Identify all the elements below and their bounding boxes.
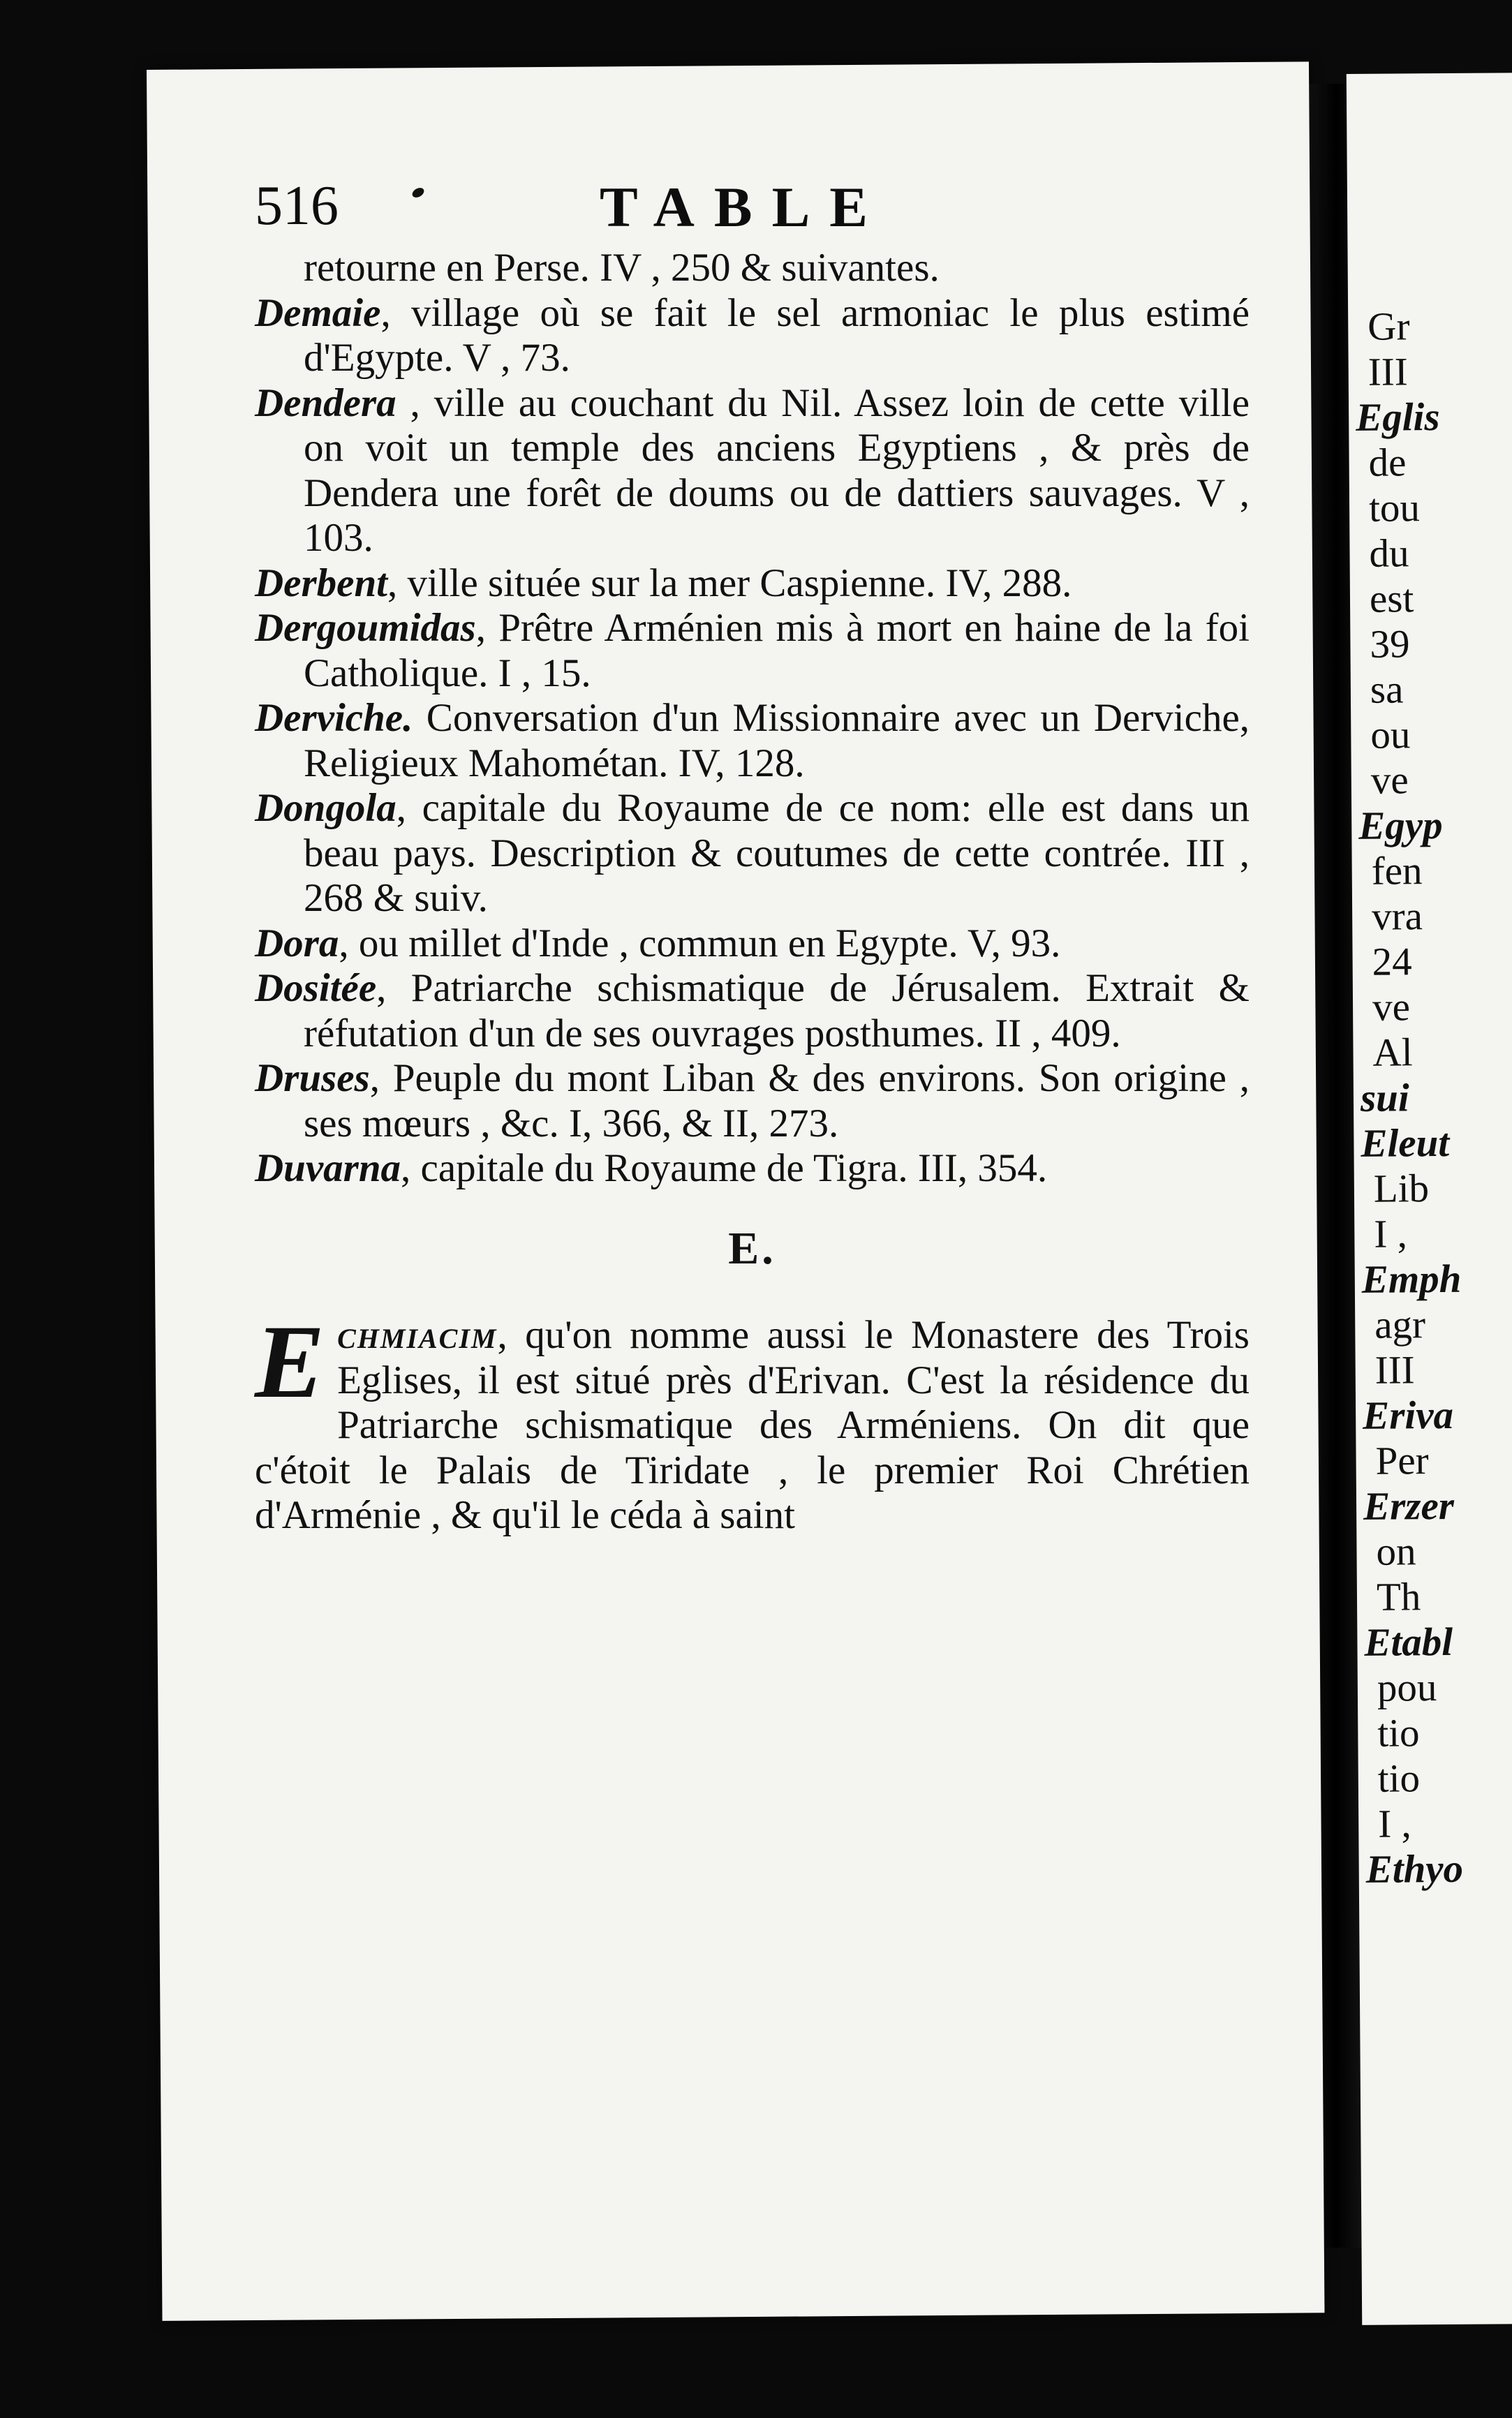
facing-fragment: 24: [1372, 940, 1412, 984]
facing-fragment: Eleut: [1361, 1120, 1450, 1166]
facing-fragment: Eriva: [1362, 1393, 1454, 1438]
entry-text: retourne en Perse. IV , 250 & suivantes.: [304, 246, 940, 290]
index-entry: [255, 1056, 1250, 1146]
facing-fragment: Al: [1372, 1030, 1413, 1075]
section-first-entry: [255, 1304, 1250, 1538]
index-entry: [255, 246, 1250, 291]
facing-fragment: Etabl: [1364, 1619, 1453, 1665]
index-entry: [255, 921, 1250, 967]
entry-headword: Dongola: [255, 786, 396, 830]
facing-fragment: Erzer: [1363, 1483, 1455, 1529]
entry-text: , ville au couchant du Nil. Assez loin de cette ville on voit un temple des anciens Egyptiens , & près de Dendera une forêt de doums ou de dattiers sauvages. V , 103.: [304, 380, 1250, 560]
facing-fragment: ou: [1370, 713, 1411, 757]
entry-text: , ou millet d'Inde , commun en Egypte. V, 93.: [339, 921, 1061, 965]
facing-fragment: agr: [1374, 1303, 1426, 1347]
facing-fragment: ve: [1372, 985, 1411, 1030]
facing-fragment: sa: [1370, 667, 1404, 712]
facing-fragment: III: [1368, 350, 1408, 394]
entry-headword: Derbent: [255, 561, 387, 605]
index-entry: [255, 786, 1250, 921]
entry-headword: Demaie: [255, 290, 381, 335]
entry-headword: chmiacim: [337, 1313, 498, 1357]
entry-headword: Dergoumidas: [255, 606, 476, 650]
entry-text: , qu'on nomme aussi le Monastere des Trois Eglises, il est situé près d'Erivan. C'est la résidence du Patriarche schismatique des Arméniens. On dit que c'étoit le Palais de Tiridate , le premier Roi Chrétien d'Arménie , & qu'il le céda à saint: [255, 1313, 1250, 1537]
entry-text: Conversation d'un Missionnaire avec un Derviche, Religieux Mahométan. IV, 128.: [304, 696, 1250, 785]
facing-fragment: Th: [1376, 1575, 1421, 1619]
index-entry: [255, 696, 1250, 786]
facing-fragment: Ethyo: [1365, 1846, 1464, 1892]
facing-fragment: tou: [1368, 486, 1421, 531]
facing-fragment: de: [1368, 440, 1407, 485]
facing-fragment: III: [1374, 1348, 1415, 1393]
facing-fragment: Gr: [1368, 304, 1410, 349]
page-number: 516: [255, 175, 339, 237]
entry-text: , Prêtre Arménien mis à mort en haine de la foi Catholique. I , 15.: [304, 606, 1250, 695]
entry-text: , Peuple du mont Liban & des environs. Son origine , ses mœurs , &c. I, 366, & II, 273.: [304, 1056, 1250, 1145]
entry-text: , village où se fait le sel armoniac le plus estimé d'Egypte. V , 73.: [304, 290, 1250, 380]
facing-fragment: I ,: [1378, 1802, 1411, 1846]
entry-headword: Derviche.: [255, 696, 413, 740]
facing-fragment: Per: [1375, 1439, 1429, 1483]
index-entry: [255, 561, 1250, 607]
entry-text: , capitale du Royaume de ce nom: elle est dans un beau pays. Description & coutumes de cette contrée. III , 268 & suiv.: [304, 786, 1250, 920]
index-entry: [255, 291, 1250, 381]
facing-fragment: Lib: [1373, 1166, 1430, 1211]
facing-fragment: fen: [1371, 849, 1423, 893]
facing-fragment: 39: [1370, 622, 1410, 667]
index-entry: [255, 381, 1250, 561]
facing-fragment: Egyp: [1358, 803, 1443, 848]
entry-headword: Dendera: [255, 380, 396, 425]
entry-text: , capitale du Royaume de Tigra. III, 354.: [401, 1146, 1048, 1190]
running-title: TABLE: [600, 175, 887, 239]
facing-fragment: tio: [1377, 1711, 1420, 1756]
entry-headword: Dora: [255, 921, 339, 965]
index-entry: [255, 606, 1250, 696]
facing-fragment: du: [1369, 531, 1409, 576]
entry-text: , ville située sur la mer Caspienne. IV, 288.: [387, 561, 1072, 605]
facing-fragment: I ,: [1374, 1212, 1408, 1256]
facing-page-edge: [1347, 73, 1512, 2325]
facing-fragment: est: [1369, 577, 1414, 621]
entry-headword: Druses: [255, 1056, 370, 1100]
facing-fragment: on: [1376, 1529, 1416, 1574]
facing-fragment: vra: [1371, 894, 1423, 939]
facing-fragment: pou: [1377, 1666, 1437, 1710]
drop-cap: E: [255, 1304, 325, 1420]
entry-headword: Duvarna: [255, 1146, 401, 1190]
index-entry: [255, 1146, 1250, 1192]
facing-fragment: sui: [1360, 1076, 1409, 1120]
entry-headword: Dositée: [255, 966, 377, 1010]
entry-text: , Patriarche schismatique de Jérusalem. Extrait & réfutation d'un de ses ouvrages posthumes. II , 409.: [304, 966, 1250, 1055]
section-letter: E.: [728, 1222, 776, 1274]
facing-fragment: Emph: [1361, 1256, 1462, 1302]
index-entry: [255, 966, 1250, 1056]
facing-fragment: ve: [1370, 758, 1409, 803]
facing-fragment: tio: [1377, 1756, 1421, 1801]
page-header: [255, 175, 1232, 251]
index-entries: [255, 246, 1250, 1538]
facing-fragment: Eglis: [1355, 395, 1440, 440]
